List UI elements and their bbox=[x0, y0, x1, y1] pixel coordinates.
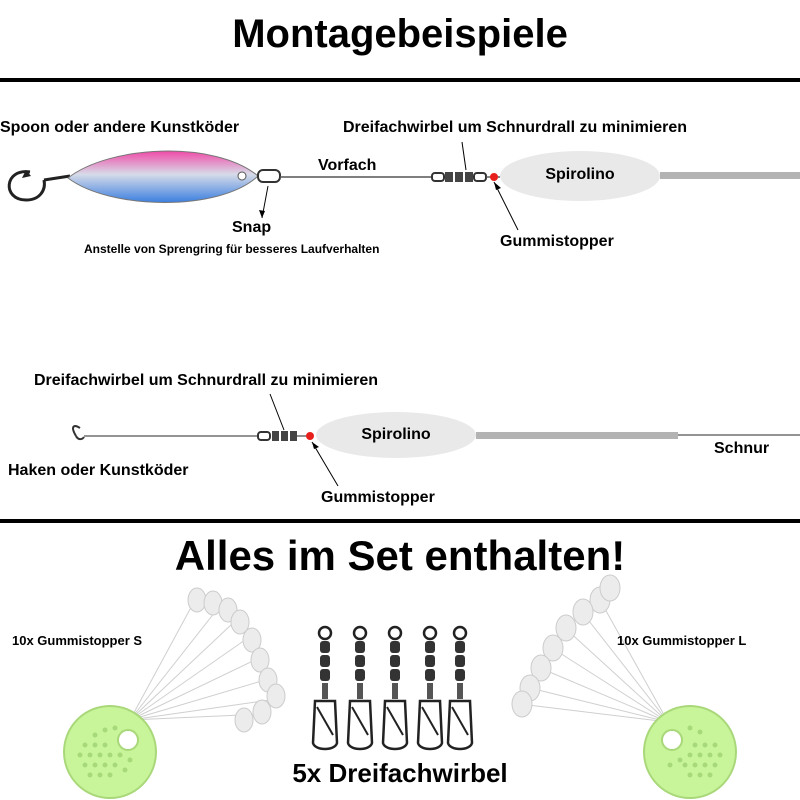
lure-label: Spoon oder andere Kunstköder bbox=[0, 119, 240, 136]
stopper-s-label: 10x Gummistopper S bbox=[12, 633, 143, 648]
line-label: Schnur bbox=[714, 440, 770, 457]
rig1-main-line bbox=[660, 172, 800, 179]
rig1-stopper-dot bbox=[490, 173, 498, 181]
snap-label: Snap bbox=[232, 219, 272, 236]
rig1-swivel-label: Dreifachwirbel um Schnurdrall zu minimieren bbox=[343, 119, 688, 136]
rig2-stopper-label: Gummistopper bbox=[321, 489, 435, 506]
set-title: Alles im Set enthalten! bbox=[174, 532, 626, 579]
stopper-l-label: 10x Gummistopper L bbox=[617, 633, 747, 648]
swivels-label: 5x Dreifachwirbel bbox=[292, 758, 508, 788]
rig2-float-label: Spirolino bbox=[361, 426, 431, 443]
rig1-swivel-pointer bbox=[462, 142, 466, 170]
rig2-hook-icon bbox=[73, 426, 84, 439]
rig2-swivel-pointer bbox=[270, 394, 284, 430]
rig2-main-line bbox=[476, 432, 678, 439]
bottom-divider bbox=[0, 519, 800, 523]
rig1-hook-icon bbox=[9, 170, 70, 200]
rig2-swivel-icon bbox=[258, 431, 310, 441]
rig1-swivel-icon bbox=[432, 172, 486, 182]
hook-label: Haken oder Kunstköder bbox=[8, 462, 189, 479]
leader-label: Vorfach bbox=[318, 157, 377, 174]
rig2-stopper-dot bbox=[306, 432, 314, 440]
swivel-set-icon bbox=[313, 627, 472, 749]
page-title: Montagebeispiele bbox=[232, 12, 568, 56]
rig1-stopper-label: Gummistopper bbox=[500, 233, 614, 250]
snap-note: Anstelle von Sprengring für besseres Laufverhalten bbox=[84, 242, 380, 256]
rig1-float-label: Spirolino bbox=[545, 166, 615, 183]
rig2-swivel-label: Dreifachwirbel um Schnurdrall zu minimieren bbox=[34, 372, 379, 389]
snap-icon bbox=[258, 170, 280, 182]
spoon-lure-icon bbox=[68, 151, 258, 202]
